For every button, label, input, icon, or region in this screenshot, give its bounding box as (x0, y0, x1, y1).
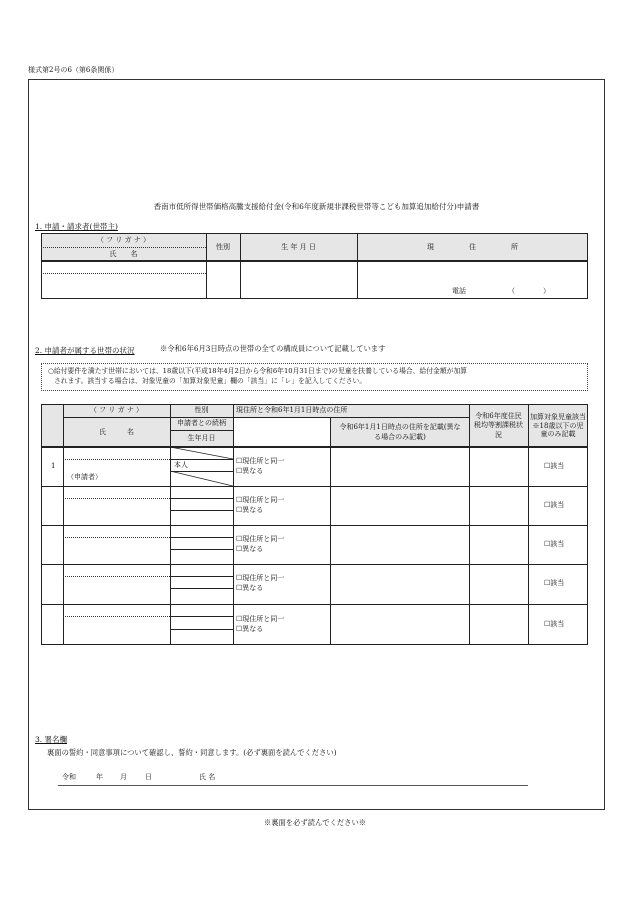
addr-same-checkbox[interactable]: ☐現住所と同一 (236, 574, 285, 582)
form-number: 様式第2号の6（第6条関係） (28, 66, 119, 74)
pledge-statement: 裏面の誓約・同意事項について確認し、誓約・同意します。(必ず裏面を読んでください) (47, 748, 337, 757)
phone-label: 電話 (452, 287, 466, 295)
addr-same-checkbox[interactable]: ☐現住所と同一 (236, 457, 285, 465)
household-tax-header: 令和6年度住民税均等割課税状況 (474, 412, 523, 439)
child-checkbox[interactable]: ☐該当 (544, 620, 565, 628)
signature-field[interactable] (232, 770, 526, 784)
household-child-header: 加算対象児童該当※18歳以下の児童のみ記載 (530, 413, 586, 439)
addr-same-checkbox[interactable]: ☐現住所と同一 (236, 496, 285, 504)
child-checkbox[interactable]: ☐該当 (544, 579, 565, 587)
applicant-name-header: 氏 名 (109, 249, 138, 258)
addr-same-checkbox[interactable]: ☐現住所と同一 (236, 615, 285, 623)
form-title: 香南市低所得世帯価格高騰支援給付金(令和6年度新規非課税世帯等こども加算追加給付分)申請書 (153, 202, 480, 211)
applicant-birth-field[interactable] (241, 262, 356, 298)
section2-notice (41, 363, 588, 391)
section2-heading-note: ※令和6年6月3日時点の世帯の全ての構成員について記載しています (160, 344, 386, 353)
row-relation: 本人 (174, 461, 188, 469)
applicant-name-field[interactable] (42, 274, 205, 298)
household-gender-header: 性別 (194, 406, 209, 415)
sign-day: 日 (145, 773, 152, 781)
addr-diff-checkbox[interactable]: ☐異なる (236, 625, 264, 633)
household-address-subheader: 令和6年1月1日時点の住所を記載(異なる場合のみ記載) (339, 423, 461, 441)
applicant-address-header: 現 住 所 (427, 242, 518, 251)
household-row (41, 447, 588, 486)
applicant-address-field[interactable] (358, 262, 587, 284)
addr-diff-checkbox[interactable]: ☐異なる (236, 545, 264, 553)
sign-month: 月 (120, 773, 127, 781)
section1-heading: 1. 申請・請求者(世帯主) (35, 222, 118, 231)
addr-same-checkbox[interactable]: ☐現住所と同一 (236, 535, 285, 543)
sign-year: 年 (96, 773, 103, 781)
notice-line-1: ○給付要件を満たす世帯においては、18歳以下(平成18年4月2日から令和6年10月31日まで)の児童を扶養している場合、給付金額が加算 (48, 367, 468, 375)
row-number: 1 (51, 462, 56, 470)
applicant-gender-field[interactable] (207, 262, 239, 298)
notice-line-2: されます。該当する場合は、対象児童の「加算対象児童」欄の「該当」に「レ」を記入してください。 (54, 376, 367, 385)
footer-note: ※裏面を必ず読んでください※ (263, 818, 367, 827)
household-name-header: 氏 名 (99, 427, 134, 436)
applicant-birth-header: 生 年 月 日 (281, 242, 316, 251)
sign-era: 令和 (62, 773, 76, 781)
child-checkbox[interactable]: ☐該当 (544, 462, 565, 470)
section2-heading: 2. 申請者が属する世帯の状況 (35, 346, 135, 355)
household-furigana-header: （ フ リ ガ ナ ） (89, 406, 144, 415)
child-checkbox[interactable]: ☐該当 (544, 540, 565, 548)
section3-heading: 3. 署名欄 (35, 735, 68, 744)
applicant-furigana-header: （ フ リ ガ ナ ） (96, 235, 151, 244)
household-row (41, 525, 588, 564)
household-address-header: 現住所と令和6年1月1日時点の住所 (236, 406, 348, 415)
household-birth-header: 生年月日 (187, 434, 216, 443)
household-row (41, 486, 588, 525)
addr-diff-checkbox[interactable]: ☐異なる (236, 506, 264, 514)
addr-diff-checkbox[interactable]: ☐異なる (236, 467, 264, 475)
sign-name-label: 氏 名 (199, 773, 216, 781)
row-name-note: （申請者） (67, 473, 102, 481)
household-row (41, 604, 588, 645)
child-checkbox[interactable]: ☐該当 (544, 501, 565, 509)
addr-diff-checkbox[interactable]: ☐異なる (236, 584, 264, 592)
applicant-gender-header: 性別 (216, 242, 230, 251)
household-relation-header: 申請者との続柄 (177, 419, 226, 428)
applicant-furigana-field[interactable] (42, 262, 205, 272)
household-row (41, 564, 588, 604)
phone-field[interactable]: （ ） (508, 287, 550, 295)
